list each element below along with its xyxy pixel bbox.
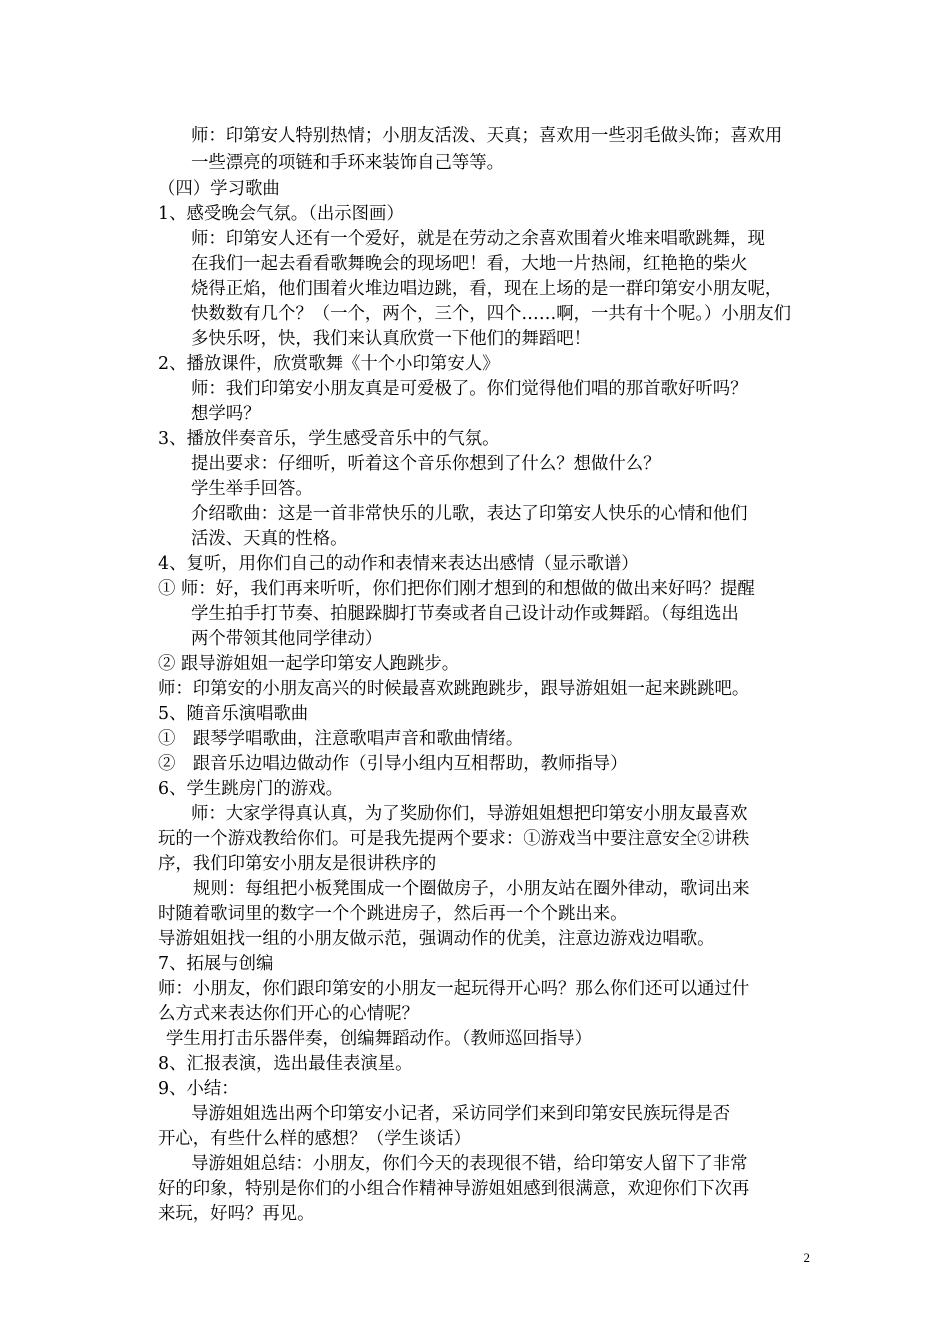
text-line: 师：我们印第安小朋友真是可爱极了。你们觉得他们唱的那首歌好听吗？ (191, 379, 748, 399)
text-line: 师：小朋友，你们跟印第安的小朋友一起玩得开心吗？那么你们还可以通过什 (158, 979, 750, 999)
text-line: 么方式来表达你们开心的心情呢？ (158, 1004, 419, 1024)
text-line: 在我们一起去看看歌舞晚会的现场吧！看，大地一片热闹，红艳艳的柴火 (191, 254, 748, 274)
step-heading: 9、小结： (158, 1079, 239, 1099)
list-item: ② 跟音乐边唱边做动作（引导小组内互相帮助，教师指导） (158, 754, 628, 774)
page-number: 2 (803, 1250, 810, 1265)
text-line: 导游姐姐找一组的小朋友做示范，强调动作的优美，注意边游戏边唱歌。 (158, 929, 715, 949)
list-item: ② 跟导游姐姐一起学印第安人跑跳步。 (158, 654, 460, 674)
section-heading: （四）学习歌曲 (158, 179, 280, 199)
text-line: 快数数有几个？（一个，两个，三个，四个……啊，一共有十个呢。）小朋友们 (191, 304, 791, 324)
text-line: 想学吗？ (191, 404, 261, 424)
list-item: ① 跟琴学唱歌曲，注意歌唱声音和歌曲情绪。 (158, 729, 524, 749)
step-heading: 4、复听，用你们自己的动作和表情来表达出感情（显示歌谱） (158, 554, 639, 574)
text-line: 学生用打击乐器伴奏，创编舞蹈动作。（教师巡回指导） (166, 1029, 593, 1049)
text-line: 提出要求：仔细听，听着这个音乐你想到了什么？想做什么？ (191, 454, 661, 474)
list-item: ① 师：好，我们再来听听，你们把你们刚才想到的和想做的做出来好吗？提醒 (158, 579, 755, 599)
text-line: 学生举手回答。 (191, 479, 313, 499)
text-line: 烧得正焰，他们围着火堆边唱边跳，看，现在上场的是一群印第安小朋友呢， (191, 279, 783, 299)
text-line: 一些漂亮的项链和手环来装饰自己等等。 (191, 153, 505, 173)
step-heading: 1、感受晚会气氛。（出示图画） (158, 204, 404, 224)
step-heading: 8、汇报表演，选出最佳表演星。 (158, 1054, 413, 1074)
text-line: 多快乐呀，快，我们来认真欣赏一下他们的舞蹈吧！ (191, 329, 591, 349)
text-line: 来玩，好吗？再见。 (158, 1204, 315, 1224)
step-heading: 6、学生跳房门的游戏。 (158, 779, 343, 799)
text-line: 导游姐姐选出两个印第安小记者，采访同学们来到印第安民族玩得是否 (191, 1104, 731, 1124)
text-line: 师：印第安人还有一个爱好，就是在劳动之余喜欢围着火堆来唱歌跳舞，现 (191, 229, 765, 249)
text-line: 开心，有些什么样的感想？（学生谈话） (158, 1129, 472, 1149)
text-line: 导游姐姐总结：小朋友，你们今天的表现很不错，给印第安人留下了非常 (191, 1154, 748, 1174)
text-line: 时随着歌词里的数字一个个跳进房子，然后再一个个跳出来。 (158, 904, 628, 924)
text-line: 师：大家学得真认真，为了奖励你们，导游姐姐想把印第安小朋友最喜欢 (191, 804, 748, 824)
text-line: 规则：每组把小板凳围成一个圈做房子，小朋友站在圈外律动，歌词出来 (193, 879, 750, 899)
text-line: 好的印象，特别是你们的小组合作精神导游姐姐感到很满意，欢迎你们下次再 (158, 1179, 750, 1199)
text-line: 师：印第安人特别热情；小朋友活泼、天真；喜欢用一些羽毛做头饰；喜欢用 (191, 126, 783, 146)
text-line: 介绍歌曲：这是一首非常快乐的儿歌，表达了印第安人快乐的心情和他们 (191, 504, 748, 524)
step-heading: 5、随音乐演唱歌曲 (158, 704, 309, 724)
text-line: 两个带领其他同学律动） (191, 629, 383, 649)
text-line: 序，我们印第安小朋友是很讲秩序的 (158, 854, 437, 874)
text-line: 学生拍手打节奏、拍腿跺脚打节奏或者自己设计动作或舞蹈。（每组选出 (191, 604, 739, 624)
text-line: 师：印第安的小朋友高兴的时候最喜欢跳跑跳步，跟导游姐姐一起来跳跳吧。 (158, 679, 750, 699)
text-line: 活泼、天真的性格。 (191, 529, 348, 549)
step-heading: 3、播放伴奏音乐，学生感受音乐中的气氛。 (158, 429, 500, 449)
text-line: 玩的一个游戏教给你们。可是我先提两个要求：①游戏当中要注意安全②讲秩 (158, 829, 750, 849)
step-heading: 2、播放课件，欣赏歌舞《十个小印第安人》 (158, 354, 500, 374)
step-heading: 7、拓展与创编 (158, 954, 274, 974)
